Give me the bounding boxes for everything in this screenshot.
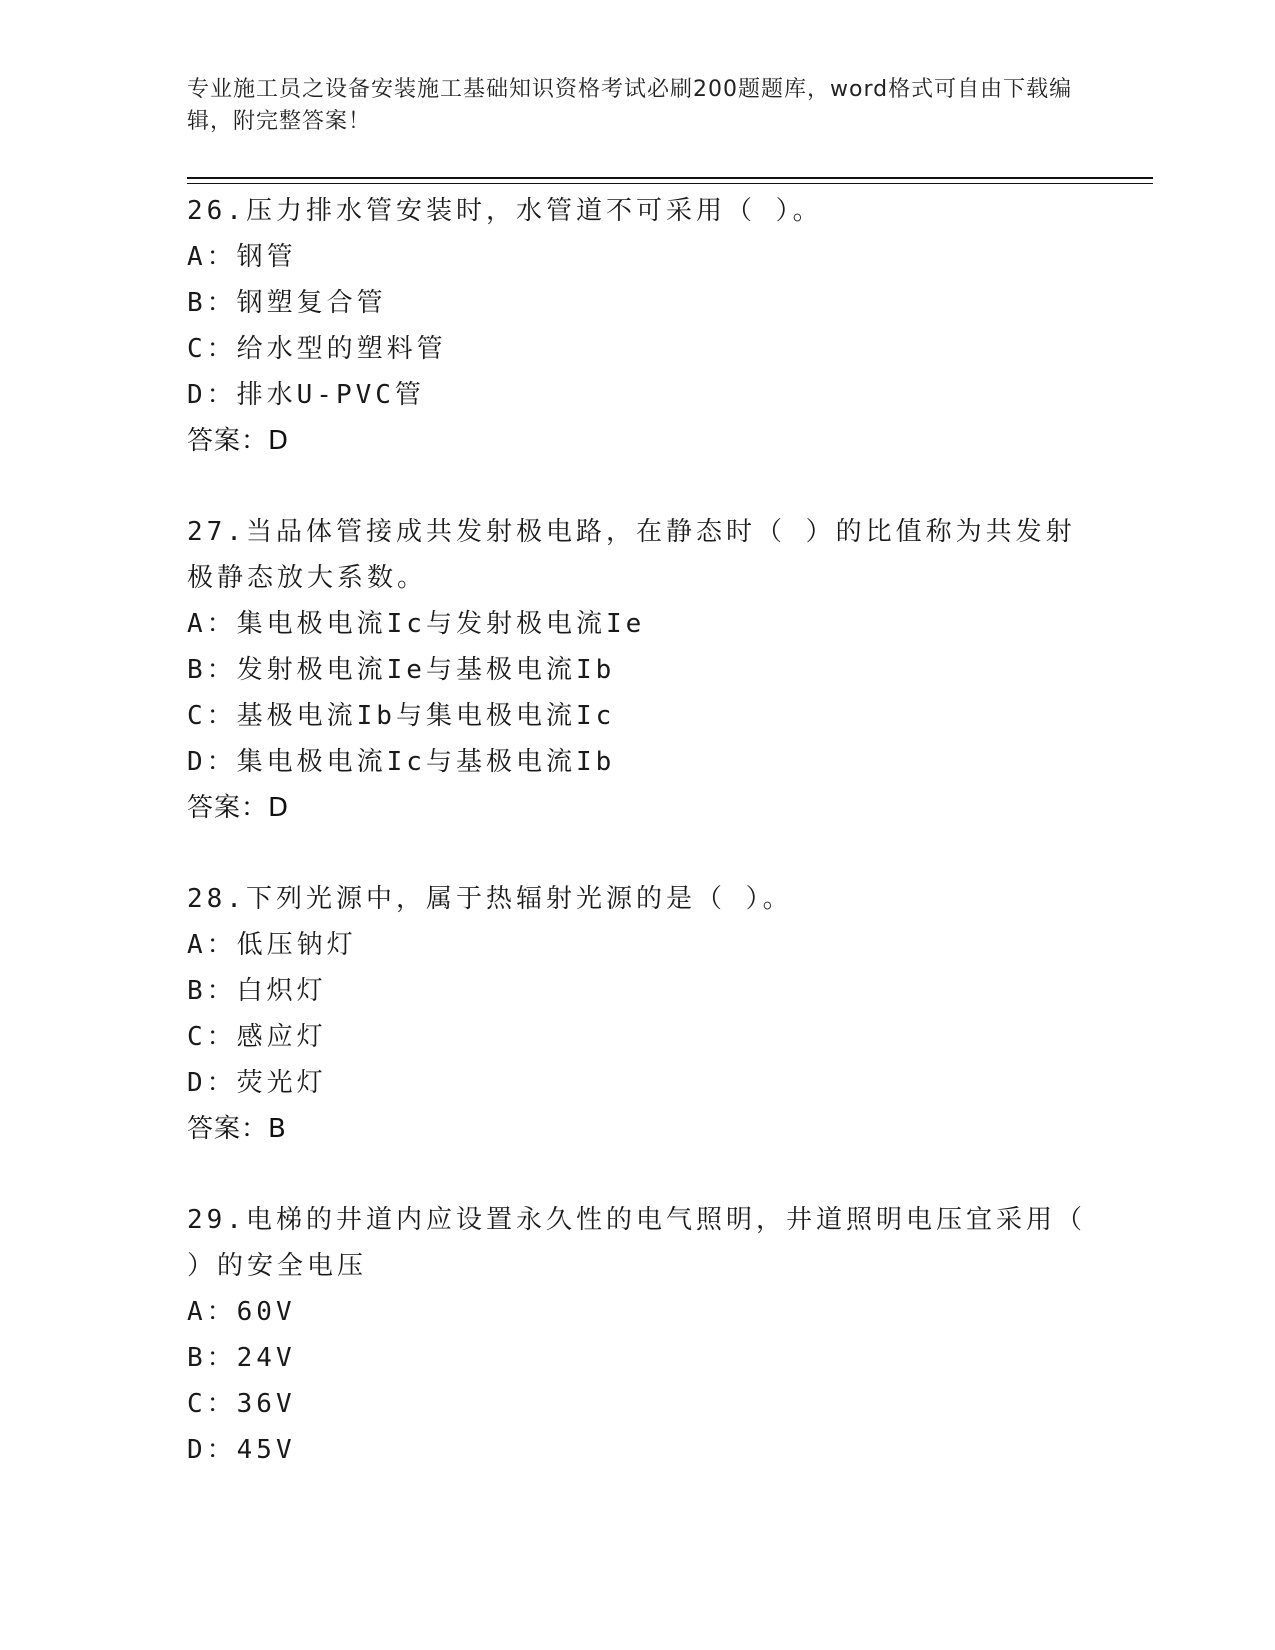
question-26 xyxy=(187,188,1087,464)
option-a: A：钢管 xyxy=(187,242,297,272)
question-29 xyxy=(187,1197,1087,1473)
question-text: 27.当品体管接成共发射极电路，在静态时（ ）的比值称为共发射极静态放大系数。 xyxy=(187,517,1076,593)
option-c: C：给水型的塑料管 xyxy=(187,334,447,364)
option-c: C：感应灯 xyxy=(187,1022,327,1052)
option-c: C：36V xyxy=(187,1389,296,1419)
question-text: 29.电梯的井道内应设置永久性的电气照明，井道照明电压宜采用（ ）的安全电压 xyxy=(187,1205,1086,1281)
header-divider-thick xyxy=(187,177,1153,179)
option-a: A：集电极电流Ic与发射极电流Ie xyxy=(187,609,646,639)
option-b: B：白炽灯 xyxy=(187,976,327,1006)
option-a: A：低压钠灯 xyxy=(187,930,357,960)
document-intro: 专业施工员之设备安装施工基础知识资格考试必刷200题题库，word格式可自由下载编辑，附完整答案！ xyxy=(187,77,1073,134)
option-c: C：基极电流Ib与集电极电流Ic xyxy=(187,701,616,731)
answer: 答案：D xyxy=(187,426,290,456)
option-b: B：24V xyxy=(187,1343,296,1373)
option-b: B：发射极电流Ie与基极电流Ib xyxy=(187,655,616,685)
question-27 xyxy=(187,509,1087,831)
option-a: A：60V xyxy=(187,1297,296,1327)
question-list xyxy=(187,188,1087,1518)
header-divider-thin xyxy=(187,183,1153,184)
option-d: D：排水U-PVC管 xyxy=(187,380,425,410)
question-28 xyxy=(187,876,1087,1152)
option-b: B：钢塑复合管 xyxy=(187,288,387,318)
option-d: D：45V xyxy=(187,1435,296,1465)
question-text: 26.压力排水管安装时，水管道不可采用（ ）。 xyxy=(187,196,823,226)
answer: 答案：D xyxy=(187,793,290,823)
option-d: D：荧光灯 xyxy=(187,1068,327,1098)
answer: 答案：B xyxy=(187,1114,287,1144)
option-d: D：集电极电流Ic与基极电流Ib xyxy=(187,747,616,777)
question-text: 28.下列光源中，属于热辐射光源的是（ ）。 xyxy=(187,884,793,914)
